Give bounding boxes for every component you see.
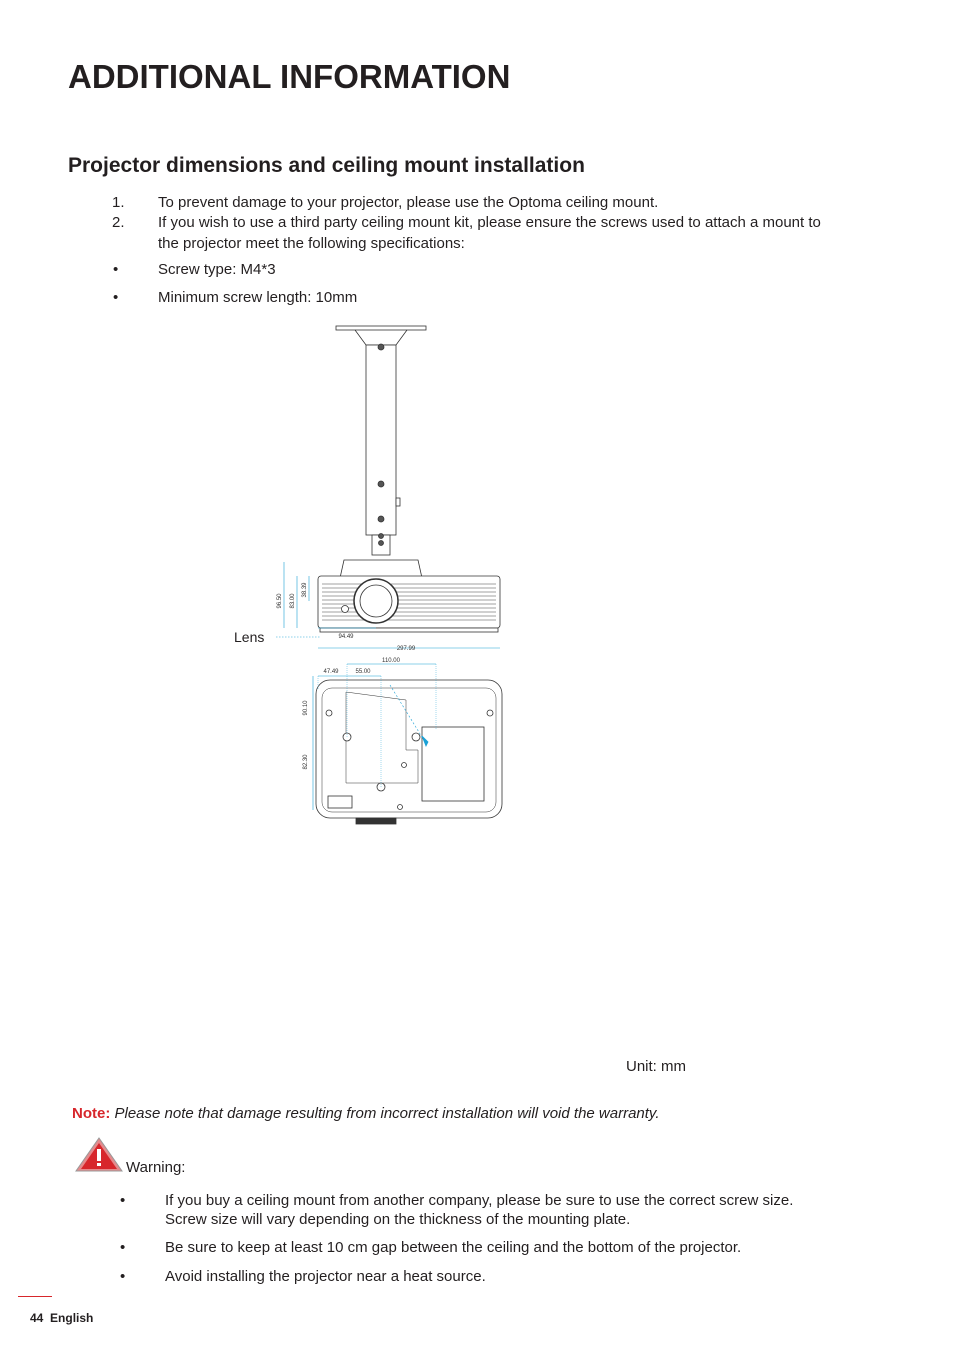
step-1-text: To prevent damage to your projector, please use the Optoma ceiling mount. [158,194,659,211]
sensor [342,606,349,613]
dim-label: 83.00 [290,593,296,609]
dim-label: 297.99 [396,646,416,652]
unit-label: Unit: mm [626,1058,686,1075]
spec-bullet: • [113,261,119,278]
mount-bracket [355,330,407,345]
projector-feet [320,628,498,632]
warning-item-heat: Avoid installing the projector near a heat source. [165,1268,486,1285]
note [72,1104,660,1124]
warning-label: Warning: [126,1159,186,1176]
lens-label: Lens [234,629,265,645]
dim-label: 90.10 [303,700,309,716]
footer-language: English [50,1311,94,1325]
lens-inner [360,585,392,617]
step-1-number: 1. [112,194,125,211]
mount-hole [412,733,420,741]
pole-screw [378,516,384,522]
dim-label: 38.39 [302,582,308,598]
warning-bullet: • [120,1268,126,1285]
warning-bullet: • [120,1239,126,1256]
warning-bullet: • [120,1192,126,1209]
dim-label: 94.49 [338,634,354,640]
page-footer [30,1311,93,1325]
warning-item-screw-size: If you buy a ceiling mount from another company, please be sure to use the correct screw size. [165,1192,794,1209]
dim-label: 82.30 [303,754,309,770]
pole-screw [378,481,384,487]
footer-accent-line [18,1296,52,1297]
note-label: Note: [72,1105,111,1122]
spec-screw-length: Minimum screw length: 10mm [158,289,358,306]
page-number: 44 [30,1311,44,1325]
projector-dimension-diagram [220,320,520,830]
pole-screw [378,344,384,350]
spec-screw-type: Screw type: M4*3 [158,261,276,278]
ceiling-plate [336,326,426,330]
note-text: Please note that damage resulting from incorrect installation will void the warranty. [114,1105,660,1122]
pole-clip [396,498,400,506]
step-2-number: 2. [112,214,125,231]
dim-label: 96.50 [277,593,283,609]
warning-triangle-icon [74,1136,124,1174]
step-2-text-continued: the projector meet the following specifications: [158,235,465,252]
step-2-text: If you wish to use a third party ceiling mount kit, please ensure the screws used to attach a mount to [158,214,821,231]
lamp-door [422,727,484,801]
dim-label: 110.00 [382,658,400,664]
dim-label: 55.00 [355,669,371,675]
dim-label: 47.49 [323,669,339,675]
mount-spider [340,560,422,578]
section-title: Projector dimensions and ceiling mount installation [68,154,585,177]
page-title: ADDITIONAL INFORMATION [68,58,511,95]
warning-item-gap: Be sure to keep at least 10 cm gap between the ceiling and the bottom of the projector. [165,1239,742,1256]
warning-item-screw-size-continued: Screw size will vary depending on the thickness of the mounting plate. [165,1211,631,1228]
spec-bullet: • [113,289,119,306]
mount-pole [366,345,396,535]
